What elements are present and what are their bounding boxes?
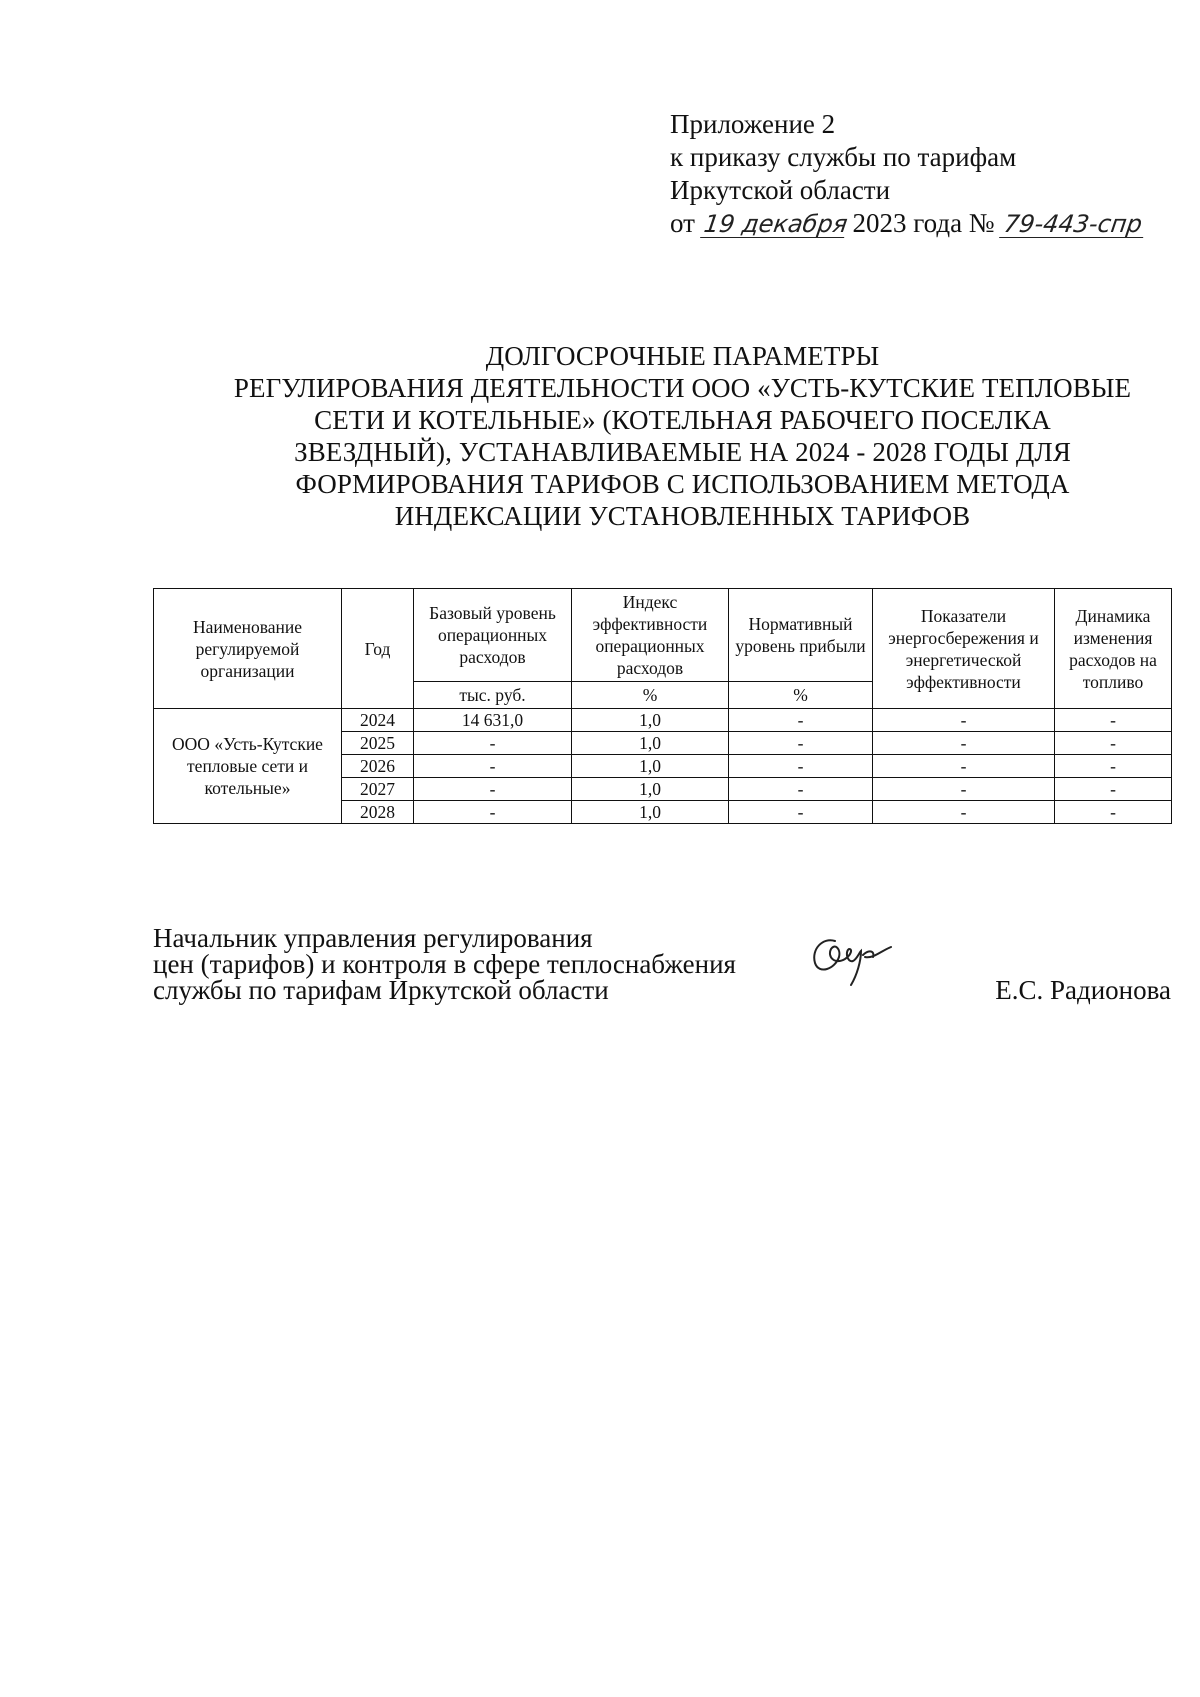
energy-cell: - [873,709,1055,732]
header-org: Наименование регулируемой организации [154,589,342,709]
title-line-2: РЕГУЛИРОВАНИЯ ДЕЯТЕЛЬНОСТИ ООО «УСТЬ-КУТСКИЕ ТЕПЛОВЫЕ [233,373,1132,403]
energy-cell: - [873,778,1055,801]
header-fuel: Динамика изменения расходов на топливо [1055,589,1172,709]
title-line-3: СЕТИ И КОТЕЛЬНЫЕ» (КОТЕЛЬНАЯ РАБОЧЕГО ПОСЕЛКА [314,405,1051,435]
position-line-3: службы по тарифам Иркутской области [153,975,609,1005]
profit-cell: - [729,709,873,732]
profit-cell: - [729,778,873,801]
header-energy: Показатели энергосбережения и энергетической эффективности [873,589,1055,709]
index-cell: 1,0 [572,732,729,755]
profit-cell: - [729,755,873,778]
profit-cell: - [729,801,873,824]
base-cell: - [414,801,572,824]
year-text: 2023 года № [852,208,995,238]
index-cell: 1,0 [572,778,729,801]
fuel-cell: - [1055,732,1172,755]
energy-cell: - [873,755,1055,778]
handwritten-date: 19 декабря [701,210,849,238]
parameters-table [153,588,1172,824]
unit-base: тыс. руб. [414,682,572,709]
handwritten-signature-icon [805,927,895,991]
appendix-region: Иркутской области [670,175,891,205]
header-row [154,589,1172,682]
year-cell: 2028 [342,801,414,824]
unit-profit: % [729,682,873,709]
profit-cell: - [729,732,873,755]
fuel-cell: - [1055,755,1172,778]
appendix-order-ref: к приказу службы по тарифам [670,142,1017,172]
table-row [154,709,1172,732]
header-profit: Нормативный уровень прибыли [729,589,873,682]
title-line-5: ФОРМИРОВАНИЯ ТАРИФОВ С ИСПОЛЬЗОВАНИЕМ МЕТОДА [295,469,1070,499]
base-cell: - [414,778,572,801]
signatory-name: Е.С. Радионова [995,975,1171,1005]
appendix-title: Приложение 2 [670,109,836,139]
base-cell: 14 631,0 [414,709,572,732]
header-base: Базовый уровень операционных расходов [414,589,572,682]
org-name-cell: ООО «Усть-Кутские тепловые сети и котельные» [154,709,342,824]
year-cell: 2027 [342,778,414,801]
index-cell: 1,0 [572,709,729,732]
index-cell: 1,0 [572,755,729,778]
header-index: Индекс эффективности операционных расходов [572,589,729,682]
title-line-1: ДОЛГОСРОЧНЫЕ ПАРАМЕТРЫ [485,341,880,371]
fuel-cell: - [1055,778,1172,801]
signatory-position [153,925,736,1003]
index-cell: 1,0 [572,801,729,824]
fuel-cell: - [1055,801,1172,824]
base-cell: - [414,732,572,755]
fuel-cell: - [1055,709,1172,732]
year-cell: 2024 [342,709,414,732]
title-line-6: ИНДЕКСАЦИИ УСТАНОВЛЕННЫХ ТАРИФОВ [394,501,971,531]
position-line-1: Начальник управления регулирования [153,923,593,953]
year-cell: 2025 [342,732,414,755]
appendix-date-line [670,207,1145,240]
year-cell: 2026 [342,755,414,778]
position-line-2: цен (тарифов) и контроля в сфере теплоснабжения [153,949,736,979]
title-line-4: ЗВЕЗДНЫЙ), УСТАНАВЛИВАЕМЫЕ НА 2024 - 2028 ГОДЫ ДЛЯ [294,437,1071,467]
base-cell: - [414,755,572,778]
energy-cell: - [873,801,1055,824]
date-prefix: от [670,208,695,238]
appendix-block [670,108,1145,240]
energy-cell: - [873,732,1055,755]
unit-index: % [572,682,729,709]
handwritten-order-number: 79-443-спр [999,211,1147,238]
document-title [195,340,1170,532]
header-year: Год [342,589,414,709]
